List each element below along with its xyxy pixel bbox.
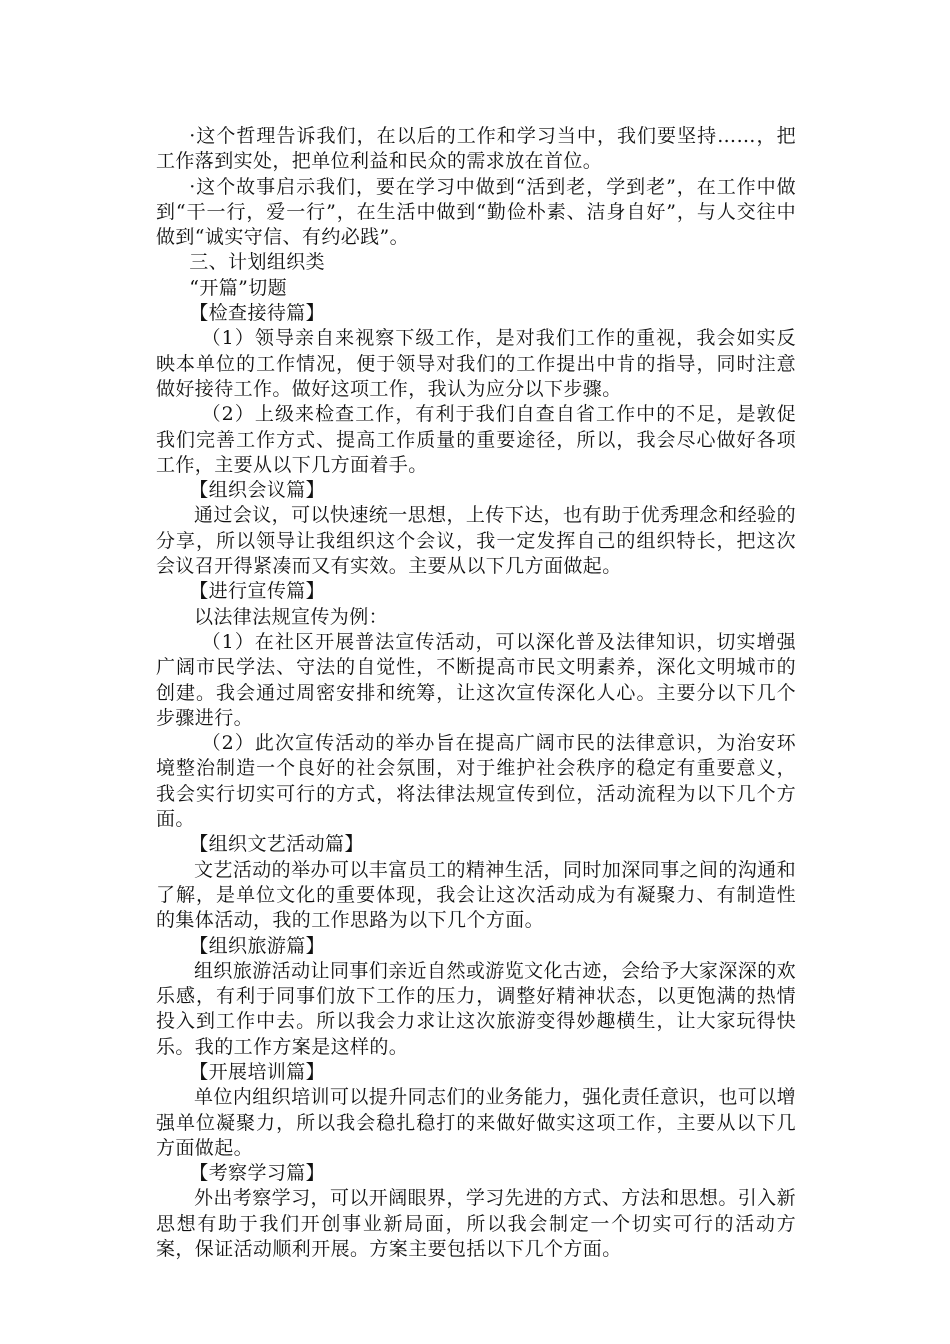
paragraph-inspection-1: （1）领导亲自来视察下级工作，是对我们工作的重视，我会如实反映本单位的工作情况，便于领导对我们的工作提出中肯的指导，同时注意做好接待工作。做好这项工作，我认为应分以下步骤。 xyxy=(156,327,796,400)
paragraph-publicity-1: （1）在社区开展普法宣传活动，可以深化普及法律知识，切实增强广阔市民学法、守法的自觉性，不断提高市民文明素养，深化文明城市的创建。我会通过周密安排和统筹，让这次宣传深化人心。主要分以下几个步骤进行。 xyxy=(156,630,796,729)
subheading-opening: “开篇”切题 xyxy=(189,276,288,299)
section-heading-plan-organize: 三、计划组织类 xyxy=(189,251,326,274)
subheading-arts-activity: 【组织文艺活动篇】 xyxy=(189,833,364,856)
paragraph-arts-activity: 文艺活动的举办可以丰富员工的精神生活，同时加深同事之间的沟通和了解，是单位文化的重要体现，我会让这次活动成为有凝聚力、有制造性的集体活动，我的工作思路为以下几个方面。 xyxy=(156,858,796,932)
subheading-training: 【开展培训篇】 xyxy=(189,1060,326,1083)
subheading-publicity: 【进行宣传篇】 xyxy=(189,580,326,603)
subheading-inspection-reception: 【检查接待篇】 xyxy=(189,302,326,325)
paragraph-story-insight: ·这个故事启示我们，要在学习中做到“活到老，学到老”，在工作中做到“干一行，爱一行”，在生活中做到“勤俭朴素、洁身自好”，与人交往中做到“诚实守信、有约必践”。 xyxy=(156,175,796,249)
subheading-organize-travel: 【组织旅游篇】 xyxy=(189,934,326,957)
subheading-study-tour: 【考察学习篇】 xyxy=(189,1162,326,1185)
paragraph-publicity-example: 以法律法规宣传为例： xyxy=(194,605,389,628)
paragraph-publicity-2: （2）此次宣传活动的举办旨在提高广阔市民的法律意识，为治安环境整治制造一个良好的社会氛围，对于维护社会秩序的稳定有重要意义，我会实行切实可行的方式，将法律法规宣传到位，活动流程为以下几个方面。 xyxy=(156,732,796,831)
paragraph-meeting: 通过会议，可以快速统一思想，上传下达，也有助于优秀理念和经验的分享，所以领导让我组织这个会议，我一定发挥自己的组织特长，把这次会议召开得紧凑而又有实效。主要从以下几方面做起。 xyxy=(156,504,796,578)
paragraph-travel: 组织旅游活动让同事们亲近自然或游览文化古迹，会给予大家深深的欢乐感，有利于同事们放下工作的压力，调整好精神状态，以更饱满的热情投入到工作中去。所以我会力求让这次旅游变得妙趣横生，让大家玩得快乐。我的工作方案是这样的。 xyxy=(156,959,796,1058)
paragraph-philosophy-insight: ·这个哲理告诉我们，在以后的工作和学习当中，我们要坚持……，把工作落到实处，把单位利益和民众的需求放在首位。 xyxy=(156,125,796,173)
paragraph-training: 单位内组织培训可以提升同志们的业务能力，强化责任意识，也可以增强单位凝聚力，所以我会稳扎稳打的来做好做实这项工作，主要从以下几方面做起。 xyxy=(156,1086,796,1159)
document-body xyxy=(156,124,796,1262)
paragraph-study-tour: 外出考察学习，可以开阔眼界，学习先进的方式、方法和思想。引入新思想有助于我们开创事业新局面，所以我会制定一个切实可行的活动方案，保证活动顺利开展。方案主要包括以下几个方面。 xyxy=(156,1187,796,1261)
subheading-organize-meeting: 【组织会议篇】 xyxy=(189,479,326,502)
paragraph-inspection-2: （2）上级来检查工作，有利于我们自查自省工作中的不足，是敦促我们完善工作方式、提高工作质量的重要途径，所以，我会尽心做好各项工作，主要从以下几方面着手。 xyxy=(156,403,796,476)
